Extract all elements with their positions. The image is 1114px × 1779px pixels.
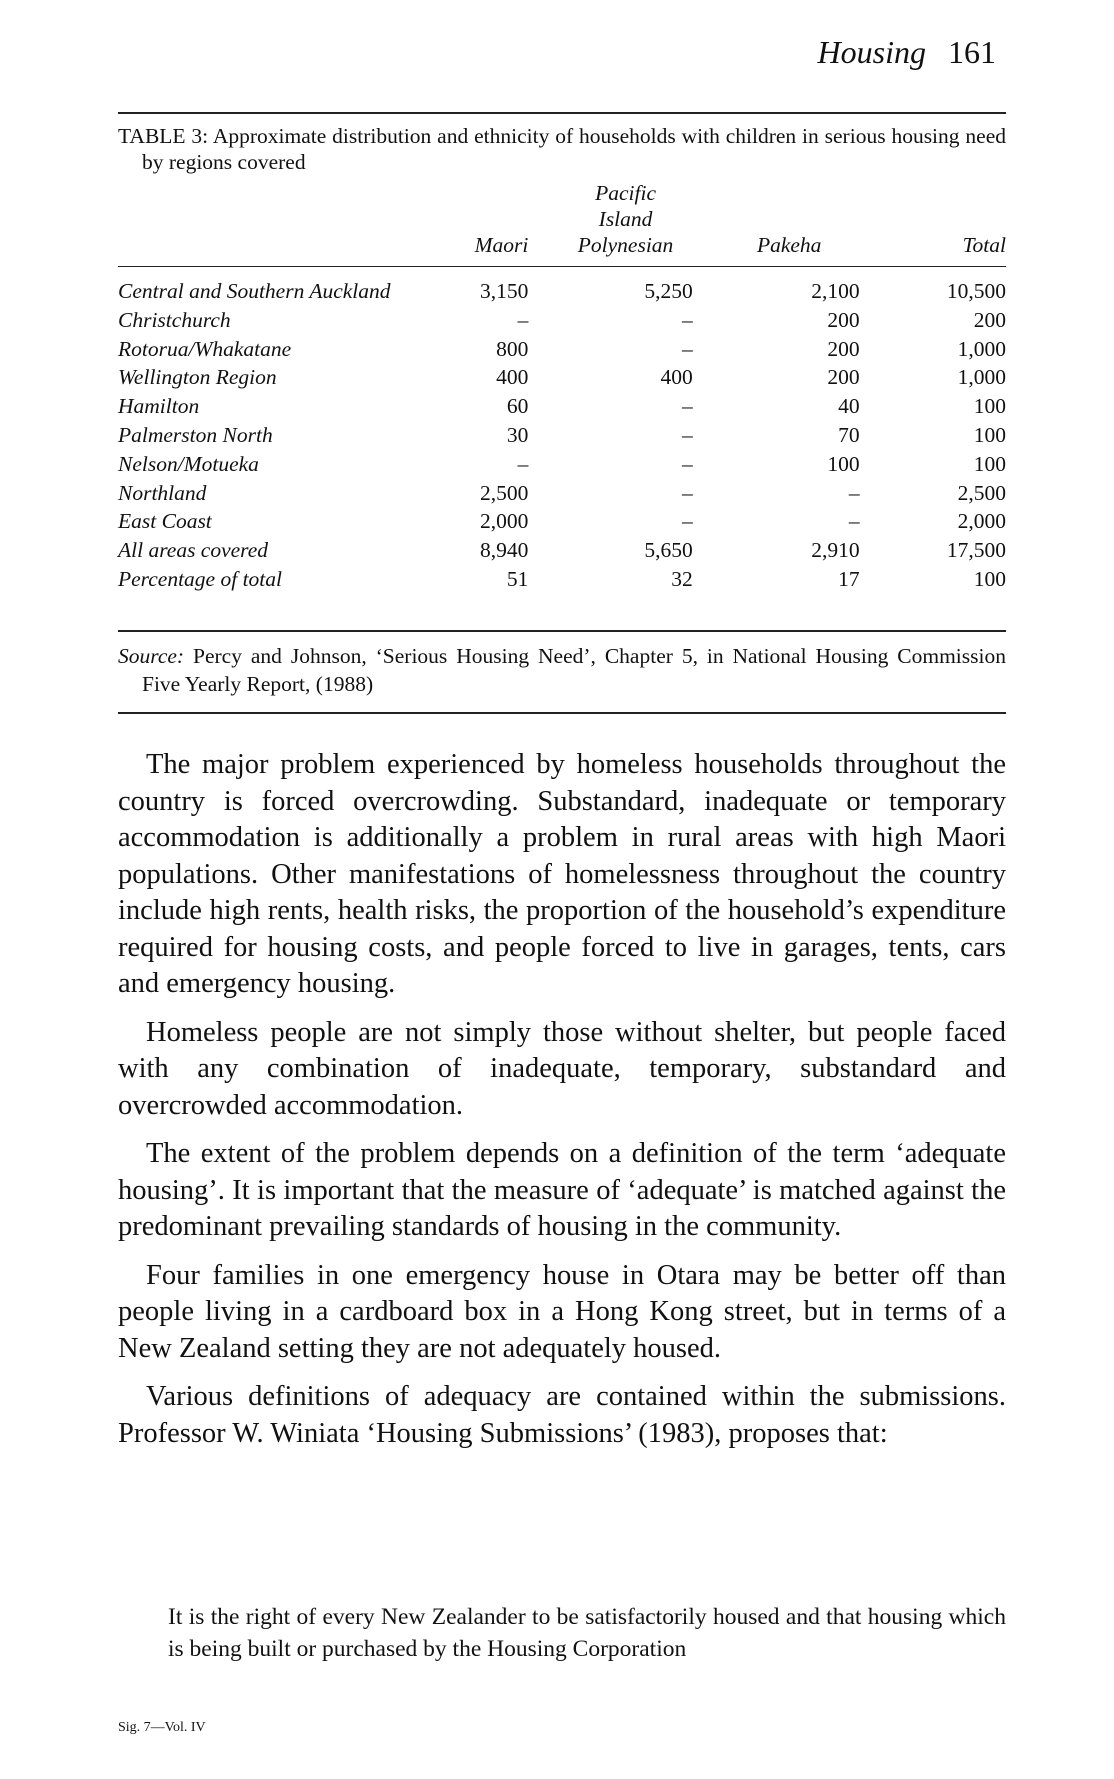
total-cell: 100 [973, 566, 1006, 591]
pacific-cell: 5,250 [644, 279, 693, 303]
page-number: 161 [948, 34, 996, 70]
source-top-rule [118, 630, 1006, 632]
total-cell: 100 [973, 422, 1006, 447]
table-source [118, 642, 1006, 698]
region-cell: Central and Southern Auckland [118, 279, 391, 303]
pakeha-cell: 200 [827, 307, 860, 332]
pacific-cell: – [681, 509, 693, 534]
region-column-header [118, 180, 424, 267]
maori-column-header: Maori [424, 180, 529, 267]
maori-cell: – [517, 307, 529, 332]
maori-cell: 30 [506, 422, 529, 447]
block-quote: It is the right of every New Zealander to be satisfactorily housed and that housing which is being built or purchased by the Housing Corporation [168, 1604, 1006, 1662]
total-cell: 17,500 [946, 538, 1006, 563]
total-cell: 2,500 [957, 480, 1006, 505]
maori-cell: 60 [506, 394, 529, 419]
table-header-row [118, 180, 1006, 267]
table-caption: TABLE 3: Approximate distribution and ethnicity of households with children in serious housing need by regions covered [118, 124, 1006, 174]
source-bottom-rule [118, 712, 1006, 714]
pacific-header-line: Polynesian [577, 233, 674, 257]
total-cell: 100 [973, 394, 1006, 419]
pacific-cell: – [681, 422, 693, 447]
table-row [118, 392, 1006, 421]
source-text: Percy and Johnson, ‘Serious Housing Need’, Chapter 5, in National Housing Commission Five Yearly Report, (1988) [142, 644, 1006, 696]
pacific-header-line: Island [598, 207, 653, 231]
pacific-cell: – [681, 451, 693, 476]
pakeha-cell: 100 [827, 451, 860, 476]
table-row [118, 479, 1006, 508]
pakeha-cell: 40 [838, 394, 860, 419]
pacific-header-line: Pacific [595, 181, 656, 205]
running-header [818, 34, 996, 71]
pakeha-cell: – [848, 480, 860, 505]
total-cell: 200 [973, 307, 1006, 332]
maori-cell: 2,500 [479, 480, 529, 505]
pakeha-cell: 200 [827, 336, 860, 361]
region-cell: All areas covered [118, 538, 269, 563]
table-row [118, 363, 1006, 392]
pakeha-cell: 17 [838, 566, 860, 591]
maori-cell: 8,940 [479, 538, 529, 563]
maori-cell: – [517, 451, 529, 476]
signature-footer: Sig. 7—Vol. IV [118, 1720, 206, 1735]
total-column-header: Total [860, 180, 1006, 267]
maori-cell: 400 [496, 365, 529, 390]
region-cell: Wellington Region [118, 365, 277, 390]
table-row [118, 565, 1006, 594]
region-cell: Percentage of total [118, 566, 282, 591]
maori-cell: 51 [506, 566, 529, 591]
region-cell: Palmerston North [118, 422, 273, 447]
table-row [118, 267, 1006, 306]
pacific-cell: – [681, 394, 693, 419]
paragraph: The extent of the problem depends on a definition of the term ‘adequate housing’. It is important that the measure of ‘adequate’ is matched against the predominant prevailing standards of housing in the community. [118, 1138, 1006, 1242]
pacific-cell: – [681, 336, 693, 361]
pacific-column-header [528, 180, 692, 267]
pacific-cell: – [681, 307, 693, 332]
total-cell: 10,500 [946, 279, 1006, 303]
pacific-cell: 400 [660, 365, 693, 390]
table-row [118, 306, 1006, 335]
maori-cell: 800 [496, 336, 529, 361]
total-cell: 100 [973, 451, 1006, 476]
pacific-cell: 5,650 [644, 538, 693, 563]
paragraph: Homeless people are not simply those without shelter, but people faced with any combination of inadequate, temporary, substandard and overcrowded accommodation. [118, 1016, 1006, 1121]
region-cell: Hamilton [118, 394, 200, 419]
total-cell: 2,000 [957, 509, 1006, 534]
pakeha-cell: 2,910 [811, 538, 860, 563]
source-label: Source: [118, 644, 185, 668]
paragraph: Four families in one emergency house in Otara may be better off than people living in a cardboard box in a Hong Kong street, but in terms of a New Zealand setting they are not adequately housed. [118, 1259, 1006, 1364]
table-row [118, 507, 1006, 536]
body-text [118, 747, 1006, 1464]
maori-cell: 3,150 [479, 279, 529, 303]
pakeha-cell: 70 [838, 422, 860, 447]
total-cell: 1,000 [957, 336, 1006, 361]
paragraph: Various definitions of adequacy are contained within the submissions. Professor W. Winiata ‘Housing Submissions’ (1983), proposes that: [118, 1381, 1006, 1449]
pakeha-column-header: Pakeha [693, 180, 860, 267]
region-cell: Northland [118, 480, 207, 505]
table-row [118, 450, 1006, 479]
table-row [118, 421, 1006, 450]
maori-cell: 2,000 [479, 509, 529, 534]
region-cell: Nelson/Motueka [118, 451, 259, 476]
pakeha-cell: 2,100 [811, 279, 860, 303]
table-row [118, 335, 1006, 364]
housing-need-table [118, 180, 1006, 594]
region-cell: East Coast [118, 509, 212, 534]
pakeha-cell: 200 [827, 365, 860, 390]
pacific-cell: – [681, 480, 693, 505]
table-top-rule [118, 112, 1006, 114]
table-body [118, 267, 1006, 594]
region-cell: Christchurch [118, 307, 231, 332]
table-row [118, 536, 1006, 565]
running-title: Housing [817, 34, 926, 70]
paragraph: The major problem experienced by homeless households throughout the country is forced overcrowding. Substandard, inadequate or temporary accommodation is additionally a problem in rural areas with high Maori populations. Other manifestations of homelessness throughout the country include high rents, health risks, the proportion of the household’s expenditure required for housing costs, and people forced to live in garages, tents, cars and emergency housing. [118, 749, 1006, 999]
pakeha-cell: – [848, 509, 860, 534]
total-cell: 1,000 [957, 365, 1006, 390]
region-cell: Rotorua/Whakatane [118, 336, 292, 361]
pacific-cell: 32 [671, 566, 693, 591]
